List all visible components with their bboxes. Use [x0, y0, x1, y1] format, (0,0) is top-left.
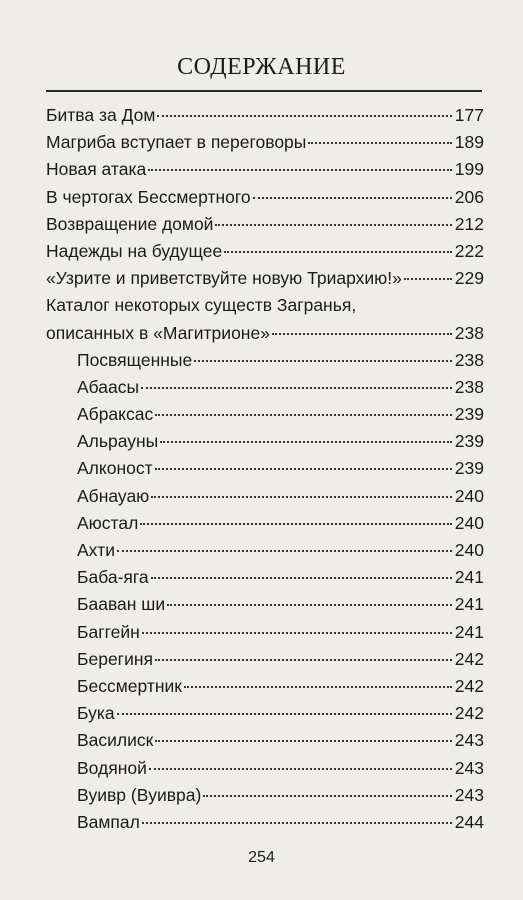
toc-entry-page: 239	[454, 458, 484, 479]
dot-leader	[253, 197, 452, 199]
title-rule	[46, 90, 482, 92]
dot-leader	[149, 768, 452, 770]
toc-entry	[46, 292, 484, 319]
dot-leader	[203, 795, 451, 797]
toc-entry-title: Новая атака	[46, 159, 147, 180]
toc-entry-page: 243	[454, 784, 484, 805]
toc-entry	[46, 510, 484, 537]
toc-entry-page: 241	[454, 621, 484, 642]
toc-entry-title: Вампал	[77, 811, 140, 832]
toc-entry-title: Посвященные	[77, 349, 193, 370]
toc-entry-title: Бааван ши	[77, 594, 166, 615]
toc-entry-title: Василиск	[77, 730, 154, 751]
page-title: СОДЕРЖАНИЕ	[177, 54, 346, 80]
toc-entry	[46, 673, 484, 700]
dot-leader	[141, 387, 452, 389]
dot-leader	[155, 468, 452, 470]
toc-entry-title: Берегиня	[77, 648, 153, 669]
dot-leader	[140, 523, 451, 525]
toc-entry-page: 242	[454, 703, 484, 724]
dot-leader	[167, 604, 452, 606]
toc-entry-page: 242	[454, 648, 484, 669]
toc-entry	[46, 564, 484, 591]
toc-entry	[46, 591, 484, 618]
toc-entry	[46, 156, 484, 183]
toc-entry-page: 242	[454, 675, 484, 696]
toc-entry-title: Вуивр (Вуивра)	[77, 784, 202, 805]
toc-entry-title: Баггейн	[77, 621, 140, 642]
dot-leader	[151, 496, 451, 498]
toc-entry-page: 244	[454, 811, 484, 832]
toc-entry-title: Магриба вступает в переговоры	[46, 132, 307, 153]
toc-entry	[46, 401, 484, 428]
dot-leader	[142, 632, 452, 634]
toc-entry-page: 240	[454, 485, 484, 506]
toc-entry-title: Абаасы	[77, 376, 140, 397]
toc-entry	[46, 727, 484, 754]
toc-entry	[46, 265, 484, 292]
dot-leader	[148, 169, 452, 171]
dot-leader	[142, 822, 452, 824]
toc-entry-title: В чертогах Бессмертного	[46, 186, 251, 207]
dot-leader	[308, 142, 451, 144]
dot-leader	[194, 360, 452, 362]
dot-leader	[151, 577, 452, 579]
dot-leader	[117, 713, 452, 715]
dot-leader	[272, 333, 452, 335]
dot-leader	[155, 414, 452, 416]
toc-entry-page: 189	[454, 132, 484, 153]
toc-entry-title: Альрауны	[77, 431, 159, 452]
dot-leader	[215, 224, 451, 226]
toc-entry	[46, 700, 484, 727]
toc-entry-page: 199	[454, 159, 484, 180]
dot-leader	[404, 278, 452, 280]
toc-entry-page: 212	[454, 213, 484, 234]
toc-entry-title: Абраксас	[77, 404, 154, 425]
toc-entry-page: 239	[454, 431, 484, 452]
toc-entry-title: Возвращение домой	[46, 213, 214, 234]
toc-entry	[46, 455, 484, 482]
dot-leader	[224, 251, 452, 253]
dot-leader	[117, 550, 452, 552]
toc-entry-page: 229	[454, 268, 484, 289]
toc-entry-page: 238	[454, 349, 484, 370]
toc-entry	[46, 374, 484, 401]
toc-entry	[46, 129, 484, 156]
toc-entry-title: Каталог некоторых существ Загранья,	[46, 295, 357, 316]
toc-entry-page: 238	[454, 376, 484, 397]
dot-leader	[160, 441, 452, 443]
toc-entry-title: Бука	[77, 703, 115, 724]
dot-leader	[157, 115, 451, 117]
table-of-contents	[46, 102, 484, 836]
toc-entry-title: Битва за Дом	[46, 105, 156, 125]
toc-entry-page: 240	[454, 512, 484, 533]
toc-entry	[46, 320, 484, 347]
toc-entry-title: «Узрите и приветствуйте новую Триархию!»	[46, 268, 402, 289]
toc-entry-page: 239	[454, 404, 484, 425]
toc-entry	[46, 483, 484, 510]
toc-entry-title: Водяной	[77, 757, 147, 778]
toc-entry-title: Аюстал	[77, 512, 139, 533]
dot-leader	[155, 659, 452, 661]
toc-entry	[46, 428, 484, 455]
toc-entry	[46, 809, 484, 836]
toc-entry-page: 241	[454, 567, 484, 588]
toc-entry-page: 206	[454, 186, 484, 207]
toc-entry-title: Алконост	[77, 458, 153, 479]
toc-entry-page: 243	[454, 757, 484, 778]
toc-entry	[46, 347, 484, 374]
toc-entry	[46, 238, 484, 265]
toc-entry-title: Баба-яга	[77, 567, 149, 588]
toc-entry	[46, 782, 484, 809]
toc-entry-title: Ахти	[77, 540, 116, 560]
dot-leader	[184, 686, 452, 688]
toc-entry	[46, 102, 484, 129]
toc-entry-page: 243	[454, 730, 484, 751]
toc-entry-page: 241	[454, 594, 484, 615]
toc-entry-page: 222	[454, 240, 484, 261]
toc-entry-title: Абнауаю	[77, 485, 150, 506]
toc-entry-title: Бессмертник	[77, 675, 182, 696]
toc-entry-title: Надежды на будущее	[46, 240, 223, 261]
toc-entry-page: 240	[454, 540, 484, 560]
toc-entry	[46, 619, 484, 646]
toc-entry-title: описанных в «Магитрионе»	[46, 322, 270, 343]
toc-entry	[46, 211, 484, 238]
toc-entry	[46, 646, 484, 673]
toc-entry	[46, 755, 484, 782]
page-number: 254	[248, 849, 275, 866]
toc-entry	[46, 537, 484, 564]
toc-entry	[46, 184, 484, 211]
toc-entry-page: 238	[454, 322, 484, 343]
toc-entry-page: 177	[454, 105, 484, 125]
dot-leader	[155, 740, 451, 742]
